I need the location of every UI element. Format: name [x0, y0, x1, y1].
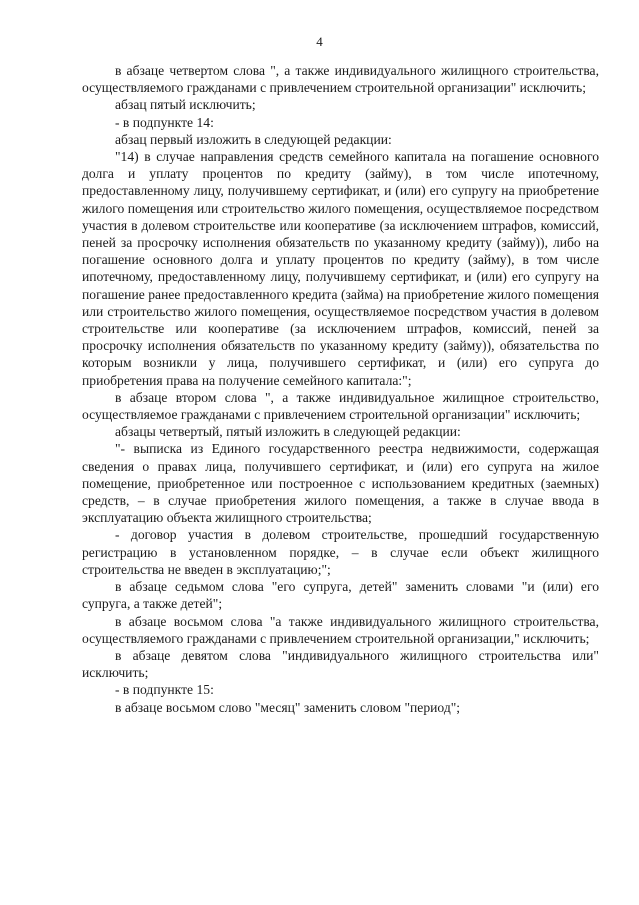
- paragraph: в абзаце седьмом слова "его супруга, детей" заменить словами "и (или) его супруга, а также детей";: [82, 579, 599, 612]
- paragraph: "- выписка из Единого государственного реестра недвижимости, содержащая сведения о правах лица, получившего сертификат, и (или) его супруга на жилое помещение, приобретенное или построенное с использованием кредитных (заемных) средств, – в случае приобретения жилого помещения, а также в случае ввода в эксплуатацию объекта жилищного строительства;: [82, 441, 599, 526]
- paragraph: в абзаце четвертом слова ", а также индивидуального жилищного строительства, осуществляемого гражданами с привлечением строительной организации" исключить;: [82, 63, 599, 96]
- paragraph: абзац пятый исключить;: [115, 97, 256, 113]
- paragraph: - в подпункте 15:: [115, 682, 214, 698]
- paragraph: в абзаце девятом слова "индивидуального жилищного строительства или" исключить;: [82, 647, 599, 681]
- paragraph: абзац первый изложить в следующей редакции:: [115, 131, 392, 147]
- document-body: [82, 62, 599, 716]
- paragraph: абзацы четвертый, пятый изложить в следующей редакции:: [115, 424, 461, 440]
- paragraph: "14) в случае направления средств семейного капитала на погашение основного долга и уплату процентов по кредиту (займу), в том числе ипотечному, предоставленному лицу, получившему сертификат, и (или) его супругу на приобретение жилого помещения или строительство жилого помещения, осуществляемое посредством участия в долевом строительстве или кооперативе (за исключением штрафов, комиссий, пеней за просрочку исполнения обязательств по указанному кредиту (займу)), либо на погашение основного долга и уплату процентов по кредиту (займу), в том числе ипотечному, предоставленному лицу, получившему сертификат, и (или) его супругу на погашение ранее предоставленного кредита (займа) на приобретение жилого помещения или строительство жилого помещения, осуществляемое посредством участия в долевом строительстве или кооперативе (за исключением штрафов, комиссий, пеней за просрочку исполнения обязательств по указанному кредиту (займу)), обязательства по которым возникли у лица, получившего сертификат, и (или) его супруга до приобретения права на получение семейного капитала:";: [82, 149, 599, 388]
- paragraph: в абзаце втором слова ", а также индивидуальное жилищное строительство, осуществляемое гражданами с привлечением строительной организации" исключить;: [82, 389, 599, 423]
- paragraph: в абзаце восьмом слово "месяц" заменить словом "период";: [115, 699, 461, 715]
- page-number: 4: [316, 34, 323, 49]
- paragraph: - в подпункте 14:: [115, 114, 214, 130]
- paragraph: в абзаце восьмом слова "а также индивидуального жилищного строительства, осуществляемого гражданами с привлечением строительной организации," исключить;: [82, 613, 599, 646]
- paragraph: - договор участия в долевом строительстве, прошедший государственную регистрацию в установленном порядке, – в случае если объект жилищного строительства не введен в эксплуатацию;";: [82, 527, 599, 577]
